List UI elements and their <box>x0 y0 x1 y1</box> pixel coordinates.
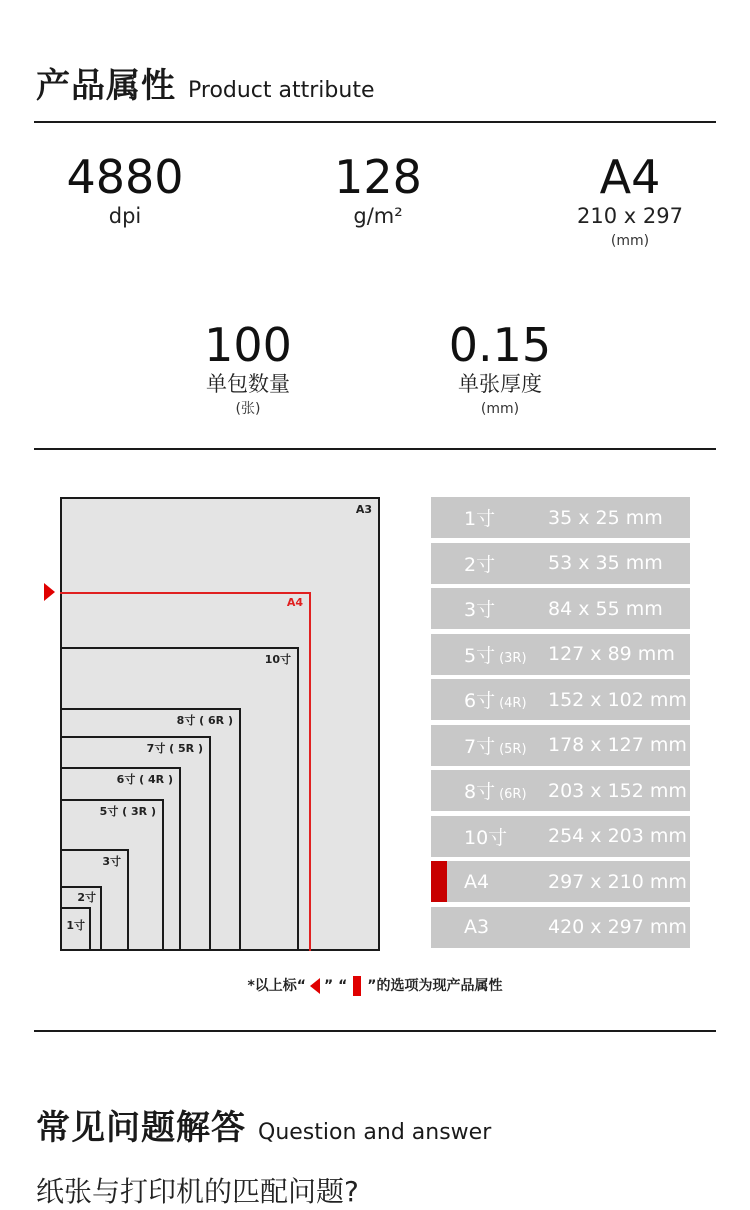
note-mid: ” “ <box>324 978 348 994</box>
size-name-text: 2寸 <box>464 553 496 576</box>
paper-size-diagram <box>60 497 380 951</box>
attribute-title-cn: 产品属性 <box>36 66 176 106</box>
stat-unit: dpi <box>108 204 142 228</box>
divider <box>34 1030 716 1032</box>
size-dimensions: 254 x 203 mm <box>548 825 687 847</box>
size-dimensions: 152 x 102 mm <box>548 688 687 711</box>
diagram-label-1: 1寸 <box>66 919 85 932</box>
attribute-title-en: Product attribute <box>188 78 375 103</box>
stat-sub: (张) <box>235 401 261 417</box>
faq-question: 纸张与打印机的匹配问题? <box>36 1175 359 1208</box>
size-name <box>431 641 548 668</box>
diagram-label-2: 2寸 <box>77 891 96 904</box>
divider <box>34 121 716 123</box>
size-tag: (6R) <box>499 787 527 802</box>
size-name <box>431 686 548 713</box>
diagram-label-5: 5寸 ( 3R ) <box>99 805 156 818</box>
stat-value: A4 <box>599 150 661 204</box>
size-name <box>431 595 548 622</box>
attribute-section-title <box>36 58 374 107</box>
diagram-label-3: 3寸 <box>102 855 121 868</box>
size-name-text: A4 <box>464 870 490 893</box>
stat-value: 4880 <box>66 150 184 204</box>
diagram-label-a3: A3 <box>355 503 372 516</box>
size-name <box>431 871 548 893</box>
size-name <box>431 550 548 577</box>
stat-unit: g/m² <box>353 204 403 228</box>
diagram-1 <box>60 907 91 951</box>
stat-size <box>530 152 730 252</box>
size-name <box>431 916 548 938</box>
size-name-text: 5寸 <box>464 644 496 667</box>
diagram-label-8: 8寸 ( 6R ) <box>176 714 233 727</box>
size-dimensions: 35 x 25 mm <box>548 506 663 529</box>
legend-note <box>0 975 750 996</box>
note-suffix: ”的选项为现产品属性 <box>367 978 503 994</box>
size-name-text: A3 <box>464 916 490 938</box>
stat-sub: (mm) <box>610 233 650 249</box>
stat-count <box>148 320 348 420</box>
size-row <box>431 679 690 720</box>
stat-value: 100 <box>204 318 292 372</box>
red-bar-icon <box>353 976 361 996</box>
selected-marker-triangle <box>44 583 55 601</box>
size-row <box>431 816 690 857</box>
size-tag: (3R) <box>499 650 527 666</box>
stat-value: 0.15 <box>448 318 552 372</box>
size-row <box>431 497 690 538</box>
size-row <box>431 725 690 766</box>
size-name-text: 8寸 <box>464 781 496 803</box>
stat-resolution <box>25 152 225 230</box>
size-name-text: 1寸 <box>464 508 496 530</box>
size-dimensions: 203 x 152 mm <box>548 779 687 802</box>
stat-unit: 单张厚度 <box>458 372 542 396</box>
size-name-text: 10寸 <box>464 826 508 849</box>
size-row <box>431 861 690 902</box>
size-dimensions: 297 x 210 mm <box>548 870 687 893</box>
size-row <box>431 907 690 948</box>
size-table <box>431 497 690 952</box>
stat-value: 128 <box>334 150 422 204</box>
size-tag: (5R) <box>499 741 527 757</box>
size-dimensions: 178 x 127 mm <box>548 734 687 756</box>
size-name-text: 6寸 <box>464 690 496 712</box>
stat-sub: (mm) <box>480 401 520 417</box>
size-row <box>431 543 690 584</box>
size-name <box>431 777 548 804</box>
size-tag: (4R) <box>499 696 527 711</box>
size-dimensions: 420 x 297 mm <box>548 916 687 938</box>
faq-title-en: Question and answer <box>258 1120 492 1145</box>
red-triangle-icon <box>310 978 320 994</box>
stat-weight <box>278 152 478 230</box>
stat-unit: 210 x 297 <box>577 204 683 228</box>
size-name-text: 7寸 <box>464 735 496 758</box>
diagram-label-10: 10寸 <box>264 653 291 666</box>
diagram-label-7: 7寸 ( 5R ) <box>146 742 203 755</box>
selected-flag <box>431 861 447 902</box>
size-name <box>431 732 548 759</box>
note-prefix: *以上标“ <box>247 978 307 994</box>
diagram-label-a4: A4 <box>286 596 303 609</box>
size-dimensions: 84 x 55 mm <box>548 597 663 620</box>
divider <box>34 448 716 450</box>
size-name-text: 3寸 <box>464 599 496 621</box>
size-dimensions: 127 x 89 mm <box>548 643 675 665</box>
stat-unit: 单包数量 <box>206 372 290 396</box>
size-name <box>431 823 548 850</box>
size-name <box>431 504 548 531</box>
faq-section-title <box>36 1100 491 1149</box>
size-row <box>431 588 690 629</box>
size-dimensions: 53 x 35 mm <box>548 552 663 574</box>
faq-title-cn: 常见问题解答 <box>36 1108 246 1148</box>
size-row <box>431 634 690 675</box>
size-row <box>431 770 690 811</box>
diagram-label-6: 6寸 ( 4R ) <box>116 773 173 786</box>
stat-thickness <box>400 320 600 420</box>
